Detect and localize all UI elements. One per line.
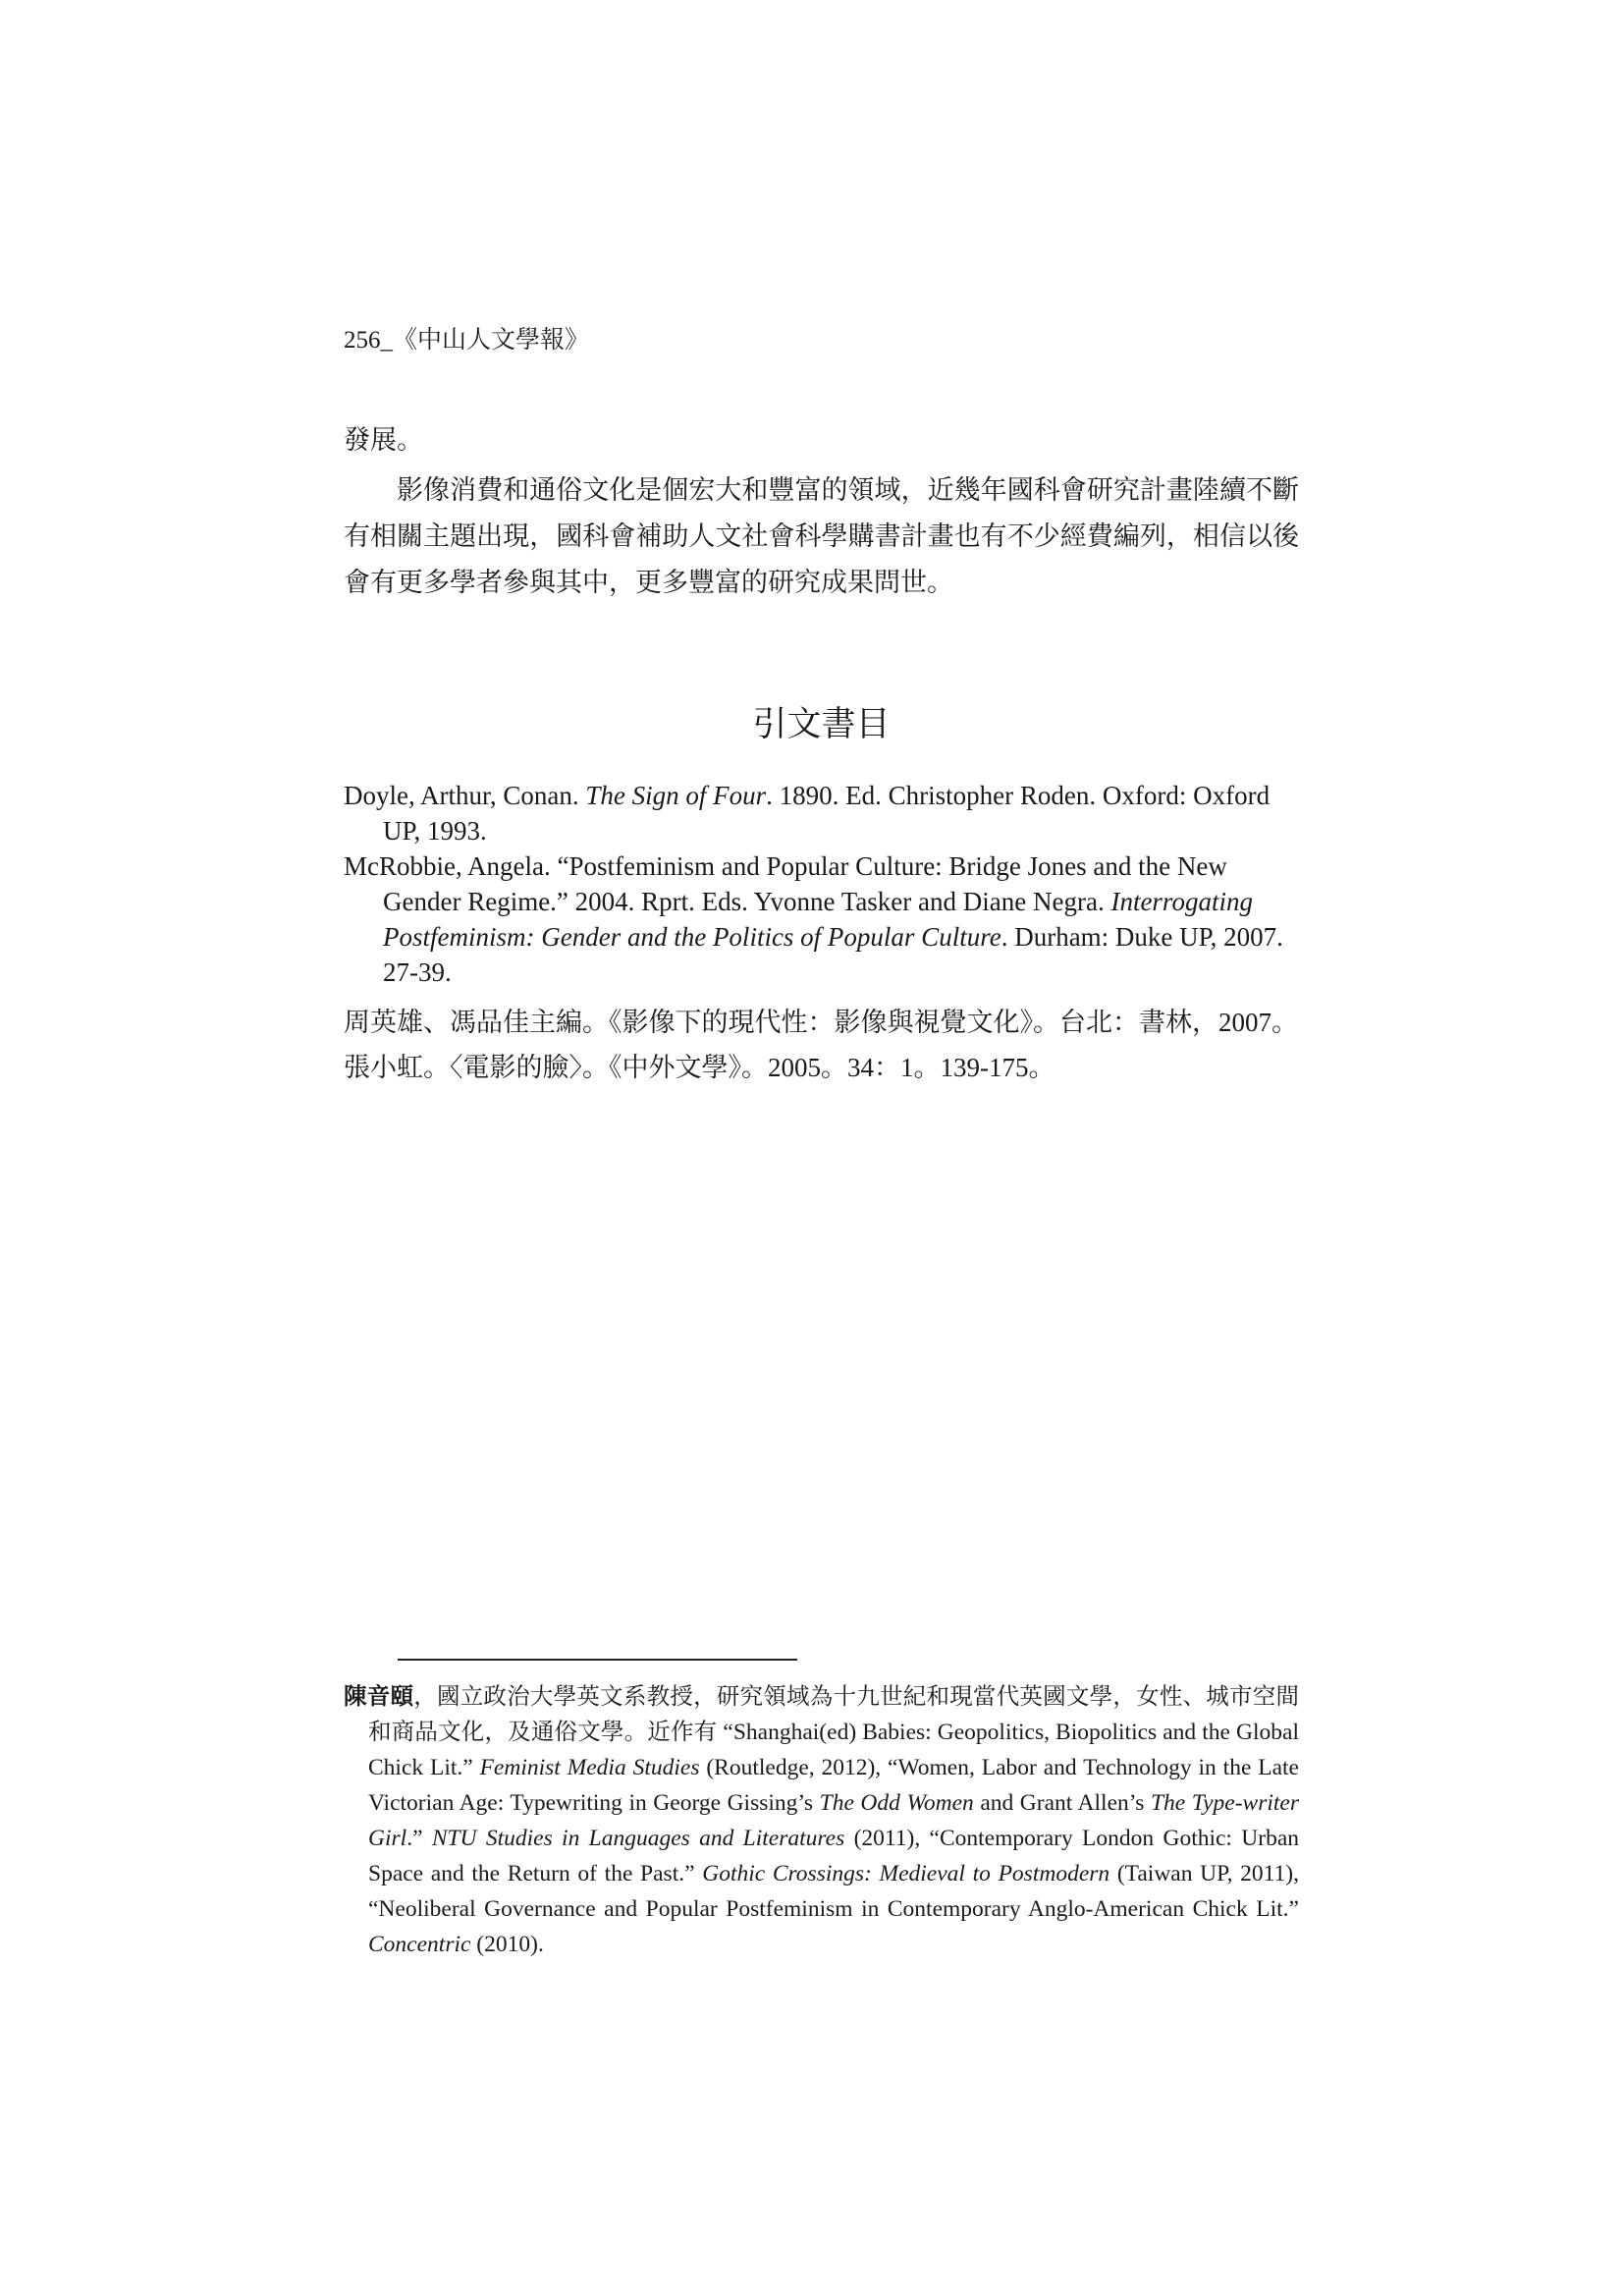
footnote-text: (2011), “Contemporary London Gothic: Urban Space and the Return of the Past.” bbox=[368, 1826, 1299, 1886]
entry-text: . 1890. Ed. Christopher Roden. Oxford: Oxford UP, 1993. bbox=[383, 781, 1271, 846]
footnote-text: ，國立政治大學英文系教授，研究領域為十九世紀和現當代英國文學，女性、城市空間和商品文化，及通俗文學。近作有 “Shanghai(ed) Babies: Geopolitics, Biopolitics and the Global Chick Lit.” bbox=[368, 1684, 1300, 1780]
body-paragraph-2: 影像消費和通俗文化是個宏大和豐富的領域，近幾年國科會研究計畫陸續不斷有相關主題出現，國科會補助人文社會科學購書計畫也有不少經費編列，相信以後會有更多學者參與其中，更多豐富的研究成果問世。 bbox=[344, 475, 1299, 597]
footnote-text: (Taiwan UP, 2011), “Neoliberal Governance and Popular Postfeminism in Contemporary Anglo-American Chick Lit.” bbox=[368, 1861, 1299, 1922]
footnote-text: and Grant Allen’s bbox=[973, 1790, 1151, 1816]
footnote-text: (2010). bbox=[470, 1932, 544, 1957]
bibliography-entry: 周英雄、馮品佳主編。《影像下的現代性：影像與視覺文化》。台北：書林，2007。 bbox=[344, 1008, 1298, 1037]
entry-text: McRobbie, Angela. “Postfeminism and Popular Culture: Bridge Jones and the New Gender Regime.” 2004. Rprt. Eds. Yvonne Tasker and Diane Negra. bbox=[344, 851, 1227, 916]
bibliography-entry: 張小虹。〈電影的臉〉。《中外文學》。2005。34：1。139-175。 bbox=[344, 1053, 1055, 1082]
body-paragraph-1: 發展。 bbox=[344, 425, 423, 455]
footnote-title: The Odd Women bbox=[819, 1790, 974, 1816]
bibliography-title: 引文書目 bbox=[752, 705, 891, 743]
author-name: 陳音頤 bbox=[344, 1684, 414, 1710]
footnote-title: Gothic Crossings: Medieval to Postmodern bbox=[702, 1861, 1110, 1886]
entry-text: Doyle, Arthur, Conan. bbox=[344, 781, 586, 810]
footnote-title: Concentric bbox=[368, 1932, 471, 1957]
footnote-text: .” bbox=[406, 1826, 432, 1851]
bibliography-entry bbox=[344, 848, 1299, 990]
footnote-title: The Type-writer Girl bbox=[368, 1790, 1299, 1851]
bibliography-list bbox=[344, 778, 1299, 1090]
footnote-title: Feminist Media Studies bbox=[479, 1755, 700, 1780]
author-footnote bbox=[344, 1679, 1299, 1962]
entry-title: The Sign of Four bbox=[585, 781, 767, 810]
entry-text: . Durham: Duke UP, 2007. 27-39. bbox=[383, 922, 1283, 987]
footnote-text: (Routledge, 2012), “Women, Labor and Technology in the Late Victorian Age: Typewriting in George Gissing’s bbox=[368, 1755, 1299, 1816]
footnote-divider bbox=[398, 1659, 797, 1661]
running-head: 256_《中山人文學報》 bbox=[344, 327, 590, 354]
bibliography-entry bbox=[344, 778, 1299, 848]
footnote-title: NTU Studies in Languages and Literatures bbox=[431, 1826, 845, 1851]
entry-title: Interrogating Postfeminism: Gender and the Politics of Popular Culture bbox=[383, 887, 1253, 952]
